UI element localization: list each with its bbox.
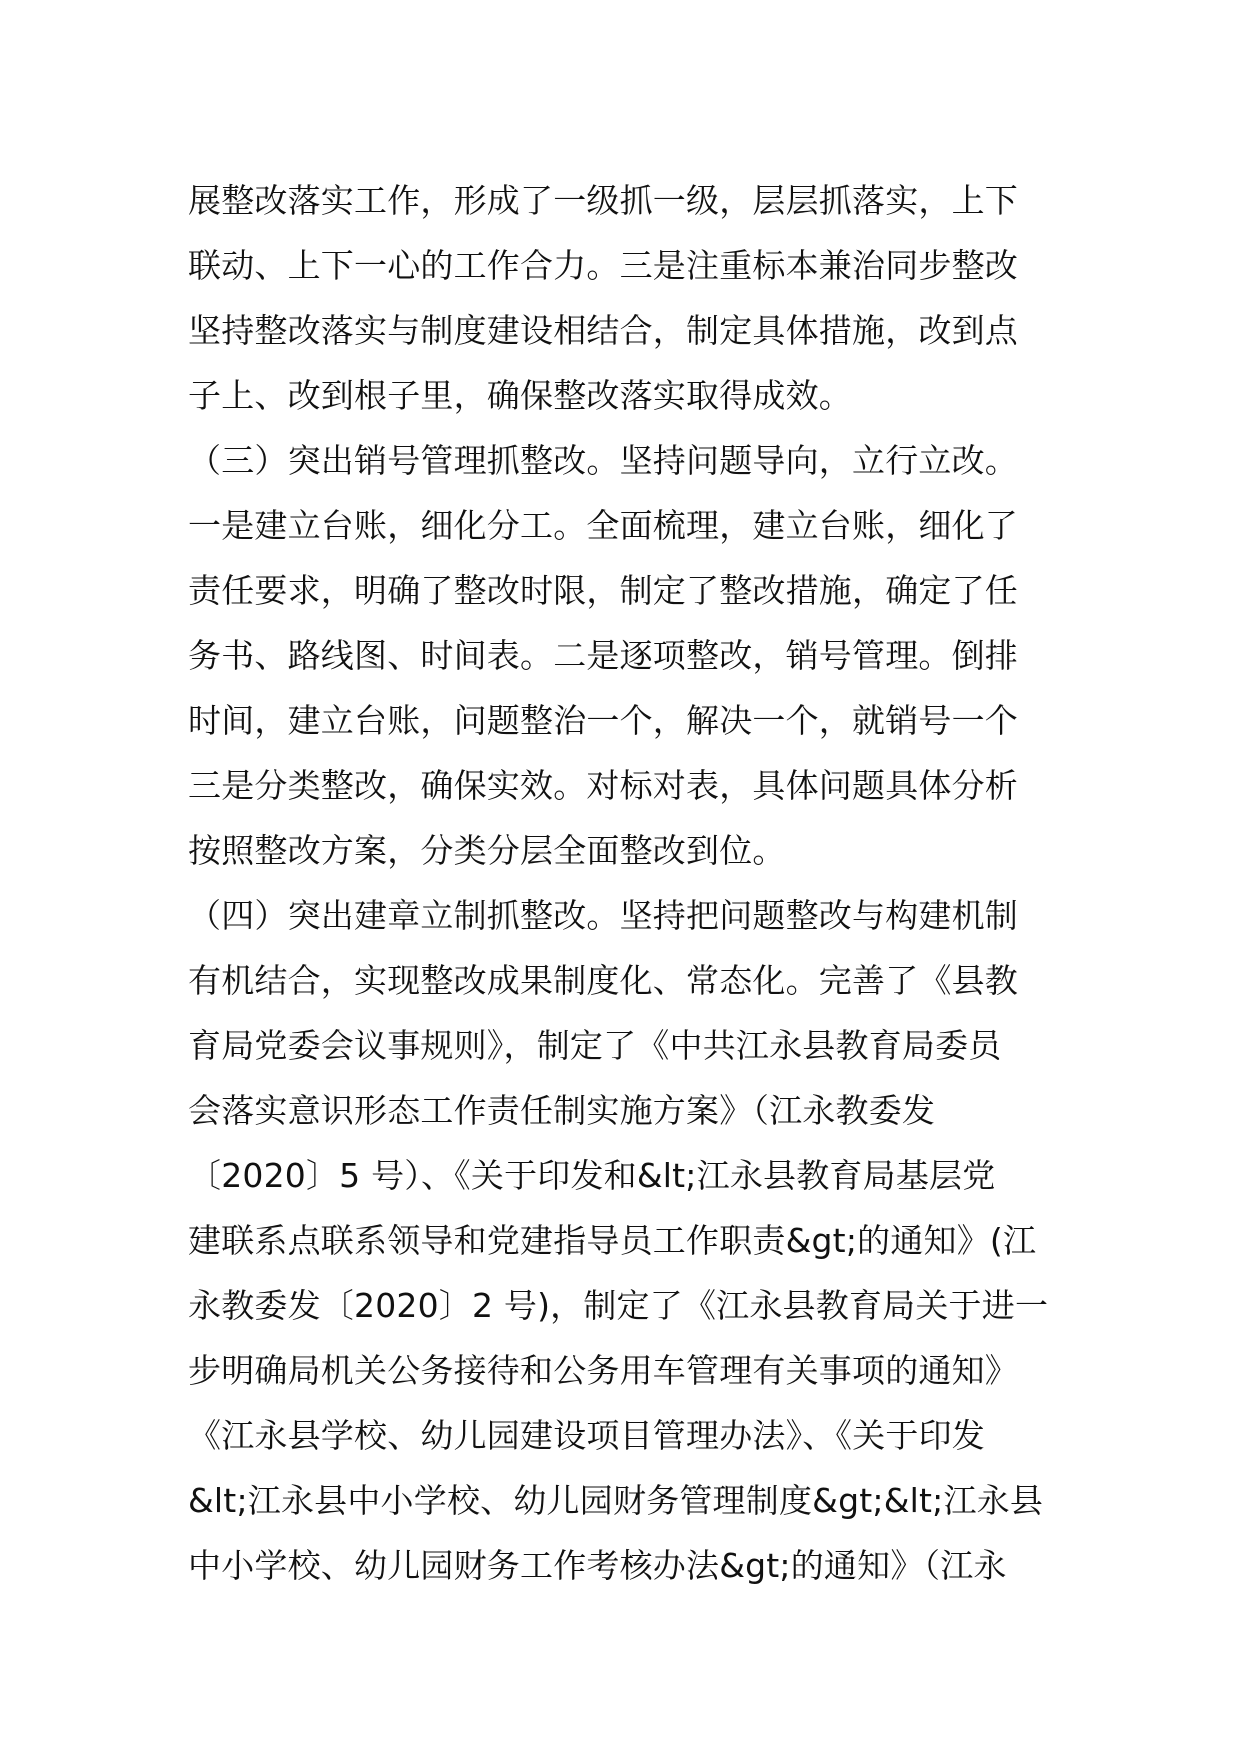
text-line: 步明确局机关公务接待和公务用车管理有关事项的通知》 — [188, 1351, 1018, 1390]
text-line: 会落实意识形态工作责任制实施方案》（江永教委发 — [188, 1091, 936, 1130]
text-line: 务书、路线图、时间表。二是逐项整改，销号管理。倒排 — [188, 636, 1018, 675]
text-line: 育局党委会议事规则》，制定了《中共江永县教育局委员 — [188, 1026, 1002, 1065]
text-line: 《江永县学校、幼儿园建设项目管理办法》、《关于印发 — [188, 1416, 985, 1455]
text-line: 〔2020〕5 号）、《关于印发和&lt;江永县教育局基层党 — [188, 1156, 996, 1195]
section-heading-line: （四）突出建章立制抓整改。坚持把问题整改与构建机制 — [188, 896, 1018, 935]
section-heading-line: （三）突出销号管理抓整改。坚持问题导向，立行立改。 — [188, 441, 1018, 480]
text-line: 中小学校、幼儿园财务工作考核办法&gt;的通知》（江永 — [188, 1546, 1007, 1585]
text-line: 三是分类整改，确保实效。对标对表，具体问题具体分析 — [188, 766, 1018, 805]
text-line: 建联系点联系领导和党建指导员工作职责&gt;的通知》(江 — [188, 1221, 1037, 1260]
document-body — [188, 168, 1068, 1598]
text-line: 责任要求，明确了整改时限，制定了整改措施，确定了任 — [188, 571, 1018, 610]
text-line: 展整改落实工作，形成了一级抓一级，层层抓落实，上下 — [188, 181, 1018, 220]
text-line: 子上、改到根子里，确保整改落实取得成效。 — [188, 376, 852, 415]
text-line: 一是建立台账，细化分工。全面梳理，建立台账，细化了 — [188, 506, 1018, 545]
text-line: 按照整改方案，分类分层全面整改到位。 — [188, 831, 786, 870]
text-line: 坚持整改落实与制度建设相结合，制定具体措施，改到点 — [188, 311, 1018, 350]
text-line: 联动、上下一心的工作合力。三是注重标本兼治同步整改 — [188, 246, 1018, 285]
text-line: &lt;江永县中小学校、幼儿园财务管理制度&gt;&lt;江永县 — [188, 1481, 1044, 1520]
text-line: 有机结合，实现整改成果制度化、常态化。完善了《县教 — [188, 961, 1018, 1000]
text-line: 时间，建立台账，问题整治一个，解决一个，就销号一个 — [188, 701, 1018, 740]
text-line: 永教委发〔2020〕2 号)，制定了《江永县教育局关于进一 — [188, 1286, 1049, 1325]
